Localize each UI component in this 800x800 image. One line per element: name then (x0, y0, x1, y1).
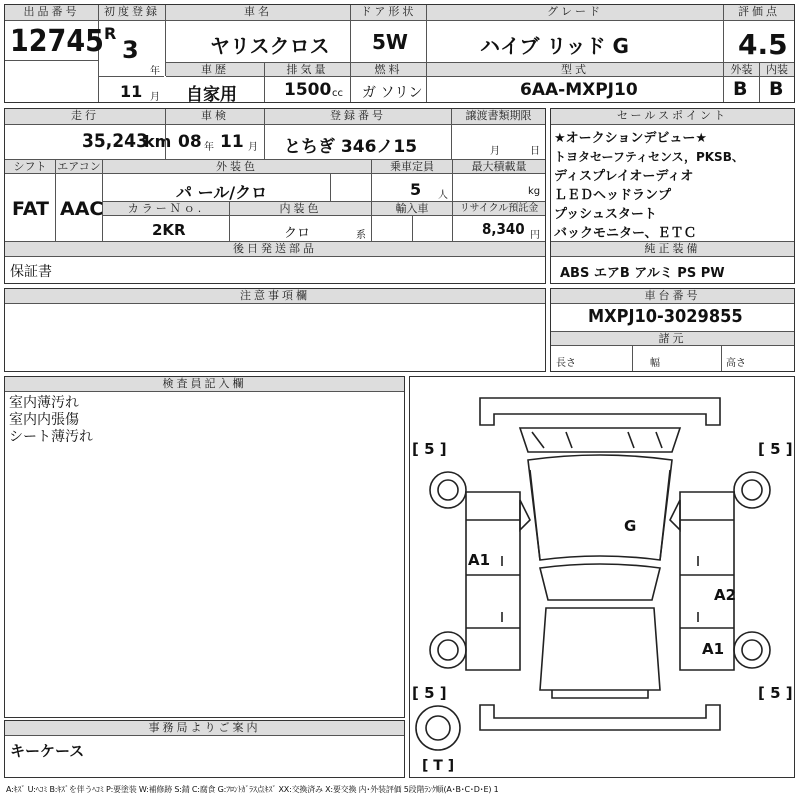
tire-front-left: [ 5 ] (412, 440, 447, 458)
parts-value: 保証書 (10, 264, 52, 280)
reg-year: 3 (122, 36, 139, 64)
dim-height: 高さ (726, 358, 746, 369)
model-header: 型式 (427, 63, 723, 77)
damage-diagram (409, 376, 795, 778)
spare-tire-mark: [ T ] (422, 758, 455, 774)
mileage-header: 走行 (5, 109, 165, 125)
mileage: 35,243 (82, 130, 148, 152)
insp-year-unit: 年 (204, 142, 214, 153)
ac-header: エアコン (57, 160, 101, 173)
exterior-header: 外装 (724, 63, 759, 77)
interior-score: B (769, 78, 784, 100)
sales-point-header: セールスポイント (551, 109, 794, 125)
tire-front-right: [ 5 ] (758, 440, 793, 458)
recycle-fee: 8,340 (482, 220, 525, 238)
damage-mark-right-front: A1 (702, 640, 725, 658)
damage-mark-left: A1 (468, 551, 491, 569)
exterior-color: パ ール/クロ (176, 183, 268, 202)
lot-number: 12745 (10, 24, 104, 59)
year-unit: 年 (150, 66, 160, 77)
car-history: 自家用 (186, 85, 237, 105)
sales-point-item: ＬＥＤヘッドランプ (554, 188, 672, 203)
insp-month: 11 (220, 132, 244, 152)
recycle-header: リサイクル預託金 (453, 202, 545, 216)
color-header: 外装色 (103, 160, 371, 174)
parts-header: 後日発送部品 (5, 242, 545, 257)
fuel-header: 燃料 (351, 63, 426, 77)
overall-score: 4.5 (738, 28, 788, 61)
recycle-unit: 円 (530, 230, 540, 241)
displacement-unit: cc (332, 88, 343, 99)
reg-number: とちぎ 346ノ15 (284, 137, 418, 157)
transfer-month-unit: 月 (490, 146, 500, 157)
sales-point-item: プッシュスタート (554, 207, 657, 222)
first-reg-header: 初度登録 (99, 5, 165, 21)
history-header: 車歴 (166, 63, 264, 77)
door-header: ドア形状 (351, 5, 426, 21)
color-no: 2KR (152, 221, 186, 239)
interior-header: 内装 (760, 63, 794, 77)
sales-point-item: トヨタセーフティセンス，PKSB、 (554, 150, 744, 164)
sales-point-item: ディスプレイオーディオ (554, 169, 694, 184)
equipment-header: 純正装備 (551, 242, 794, 257)
inspector-note: 室内内張傷 (9, 412, 79, 428)
score-header: 評価点 (724, 5, 794, 21)
grade: ハイブ リッド G (480, 34, 629, 58)
notes-header: 注意事項欄 (5, 289, 545, 304)
sales-point-item: バックモニター、ＥＴＣ (554, 226, 697, 241)
chassis-number: MXPJ10-3029855 (588, 306, 743, 327)
load-unit: kg (528, 186, 541, 197)
dims-header: 諸元 (551, 332, 794, 346)
color-no-header: カラーＮｏ. (103, 202, 229, 216)
insp-month-unit: 月 (248, 142, 258, 153)
dim-width: 幅 (650, 358, 660, 369)
shift: FAT (12, 198, 49, 220)
transfer-day-unit: 日 (530, 146, 540, 157)
capacity: 5 (410, 180, 422, 199)
office-value: キーケース (10, 742, 85, 760)
damage-mark-right-rear: A2 (714, 586, 737, 604)
reg-no-header: 登録番号 (265, 109, 451, 125)
legend: A:ｷｽﾞ U:ﾍｺﾐ B:ｷｽﾞを伴うﾍｺﾐ P:要塗装 W:補修跡 S:錆 C:腐食 G:ﾌﾛﾝﾄｶﾞﾗｽ点ｷｽﾞ XX:交換済み X:要交換 内･外装評価 5段階ﾗﾝｸ順(A･B･C･D･E) 1 (6, 785, 499, 794)
mileage-unit: km (144, 132, 172, 151)
grade-header: グレード (427, 5, 723, 21)
tire-rear-right: [ 5 ] (758, 684, 793, 702)
car-name-header: 車名 (166, 5, 350, 21)
capacity-unit: 人 (438, 190, 448, 201)
month-unit: 月 (150, 92, 160, 103)
inspector-note: シート薄汚れ (9, 429, 93, 445)
load-header: 最大積載量 (453, 160, 545, 174)
inspector-notes (9, 395, 93, 446)
displacement-header: 排気量 (265, 63, 350, 77)
sales-point-list (554, 129, 744, 243)
car-name: ヤリスクロス (210, 34, 330, 58)
dim-length: 長さ (556, 358, 576, 369)
shift-header: シフト (5, 160, 55, 174)
int-color-unit: 系 (356, 230, 366, 241)
displacement: 1500 (284, 80, 332, 100)
tire-rear-left: [ 5 ] (412, 684, 447, 702)
door-type: 5W (372, 30, 408, 54)
capacity-header: 乗車定員 (372, 160, 452, 174)
inspection-header: 車検 (166, 109, 264, 125)
chassis-header: 車台番号 (551, 289, 794, 304)
equipment-value: ABS エアB アルミ PS PW (560, 266, 725, 281)
inspector-note: 室内薄汚れ (9, 395, 79, 411)
model-code: 6AA-MXPJ10 (520, 80, 638, 100)
reg-month: 11 (120, 82, 143, 101)
office-header: 事務局よりご案内 (5, 721, 404, 736)
int-color: クロ (284, 226, 311, 241)
sales-point-item: ★オークションデビュー★ (554, 131, 708, 146)
fuel: ガ ソリン (362, 85, 423, 101)
lot-no-header: 出品番号 (5, 5, 98, 21)
insp-year: 08 (178, 132, 202, 152)
ac: AAC (60, 198, 104, 220)
int-color-header: 内装色 (230, 202, 371, 216)
era: R (104, 24, 117, 43)
damage-mark-roof: G (624, 517, 637, 535)
inspector-header: 検査員記入欄 (5, 377, 404, 392)
exterior-score: B (733, 78, 748, 100)
import-header: 輸入車 (372, 202, 452, 216)
transfer-header: 譲渡書類期限 (452, 109, 545, 125)
